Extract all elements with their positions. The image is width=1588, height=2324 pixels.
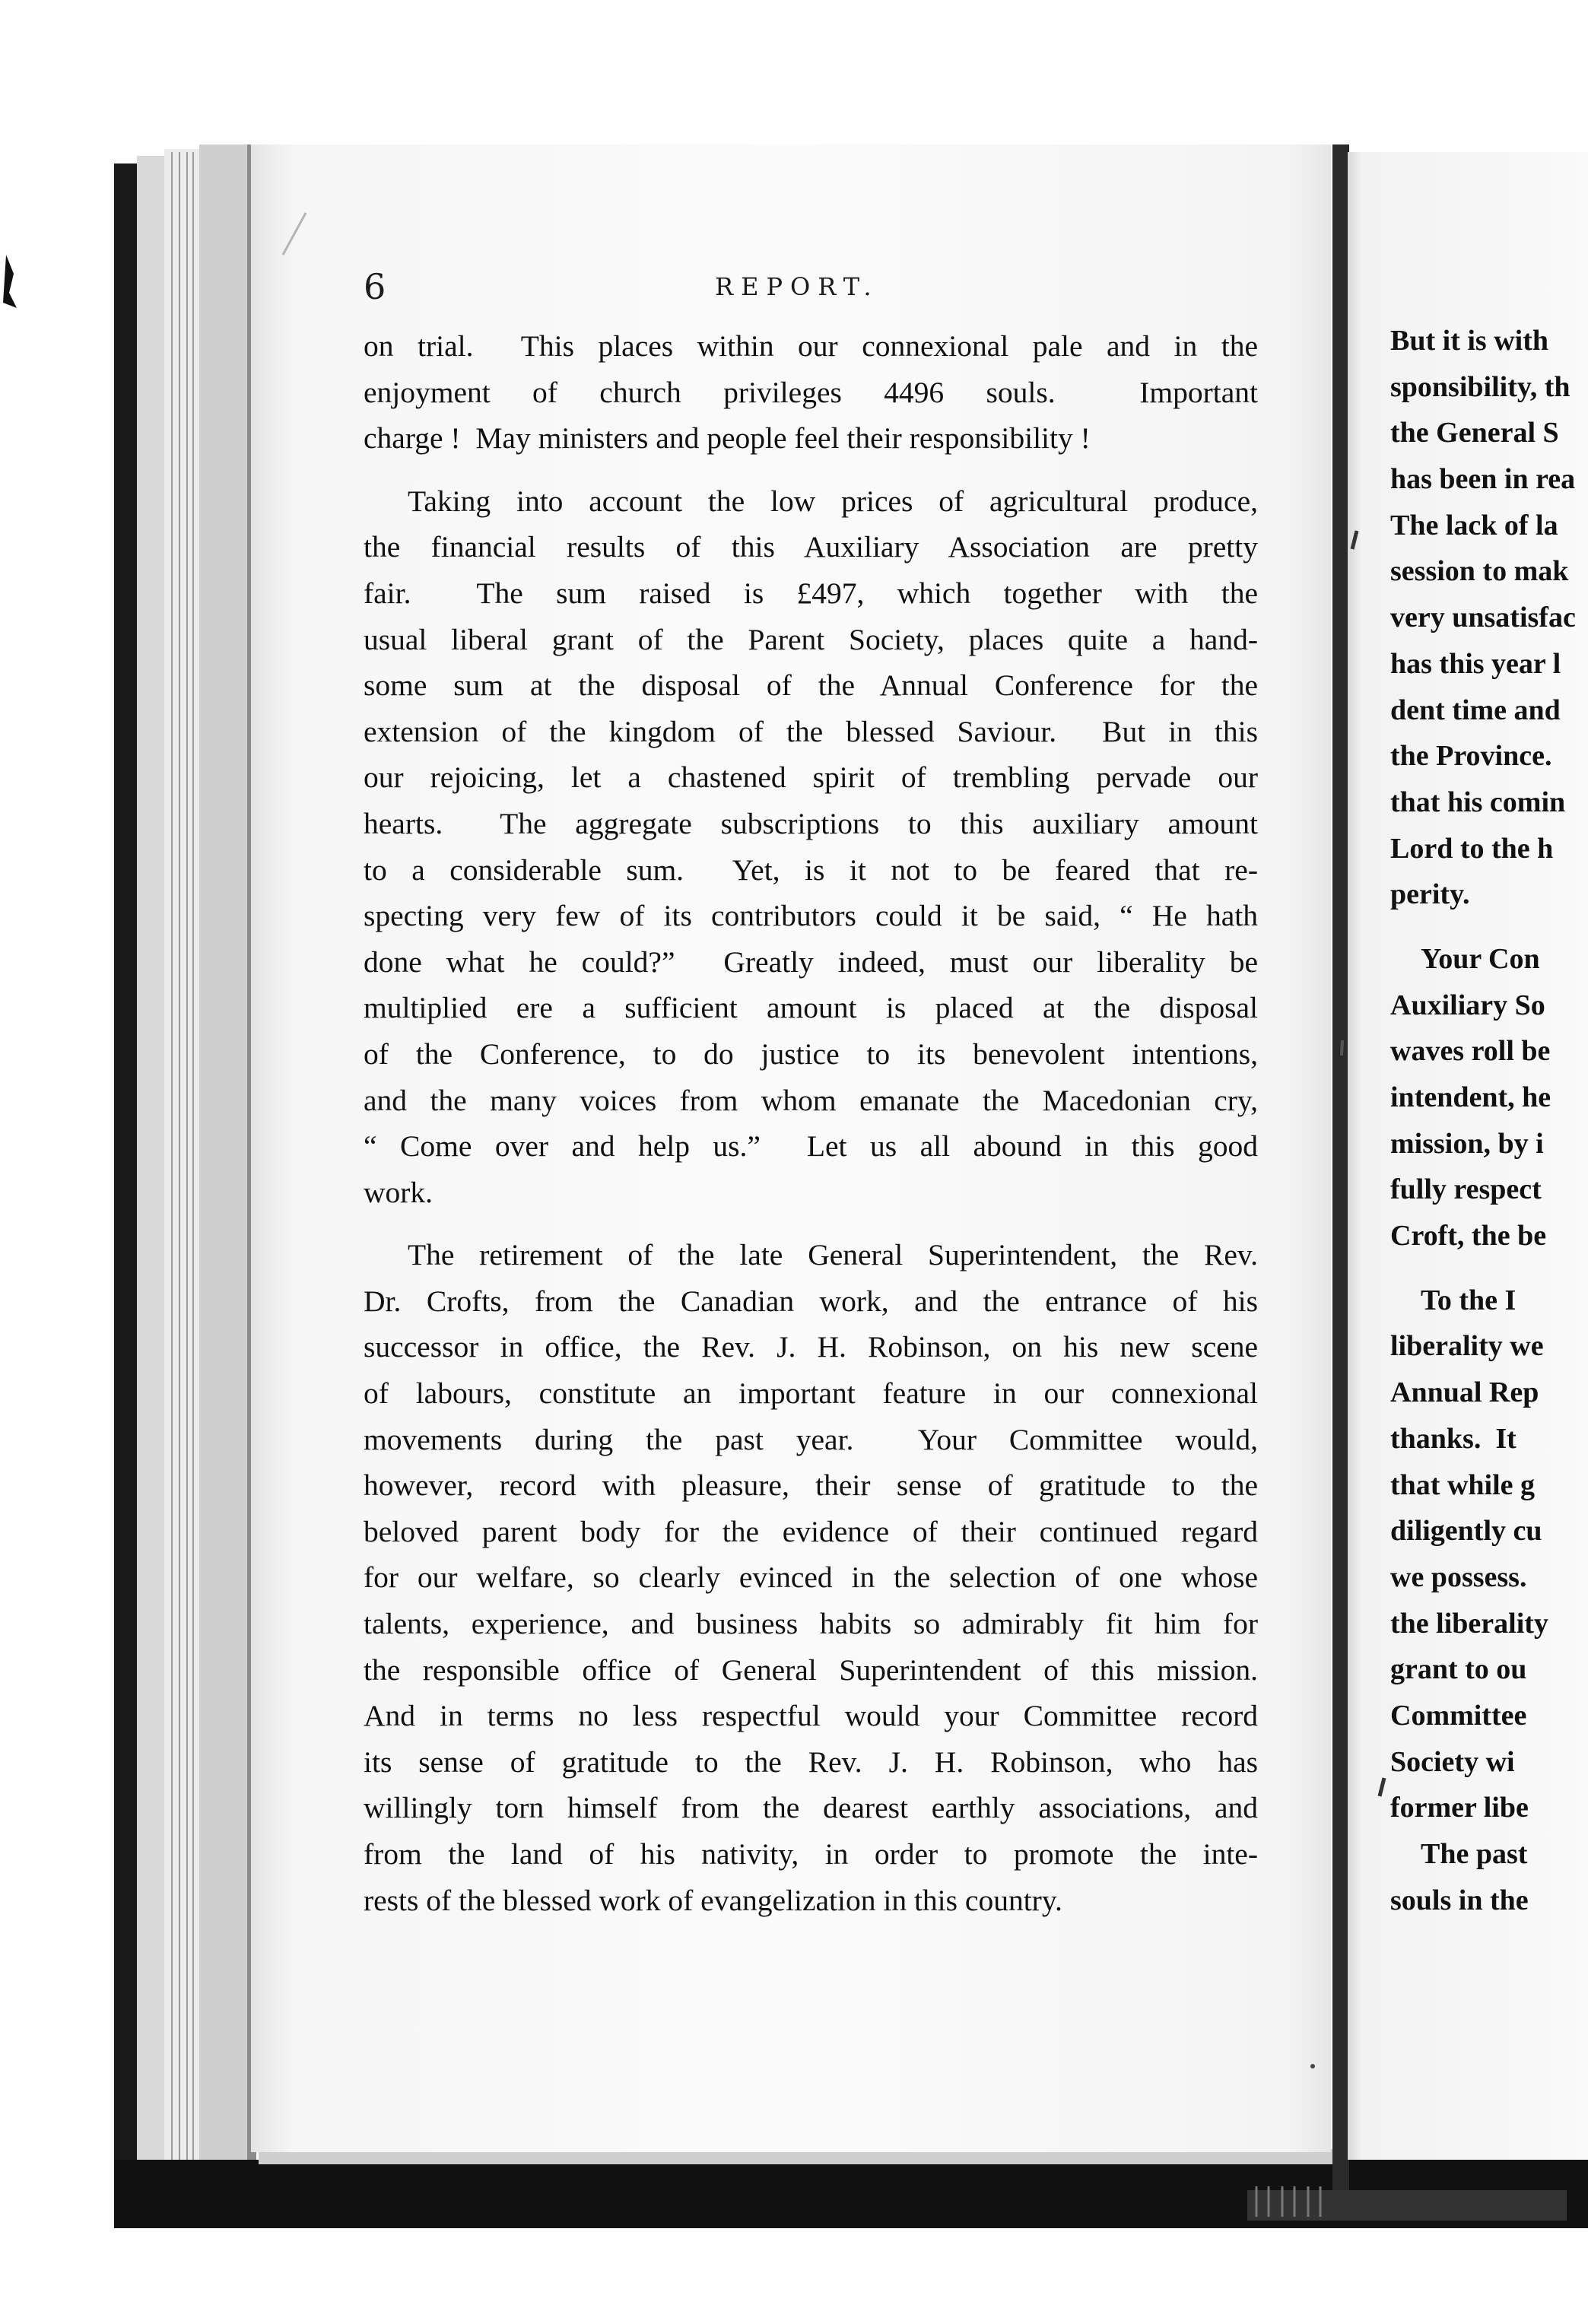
text-line: The past xyxy=(1421,1838,1528,1870)
text-line: souls in the xyxy=(1390,1884,1529,1916)
text-line: Committee xyxy=(1390,1699,1527,1732)
text-line: intendent, he xyxy=(1390,1081,1551,1113)
right-page-body-text xyxy=(1390,318,1588,1923)
text-line: very unsatisfac xyxy=(1390,602,1576,634)
margin-pencil-mark xyxy=(1352,531,1357,549)
text-line: The lack of la xyxy=(1390,509,1558,541)
text-line: however, record with pleasure, their sense of gratitude to the xyxy=(364,1468,1258,1503)
text-line: The retirement of the late General Superintendent, the Rev. xyxy=(408,1238,1258,1272)
text-line: Taking into account the low prices of agricultural produce, xyxy=(408,484,1258,518)
text-line: work. xyxy=(364,1175,434,1209)
text-line: session to mak xyxy=(1390,555,1569,588)
left-page-body-text xyxy=(364,323,1258,1923)
text-line: and the many voices from whom emanate the Macedonian cry, xyxy=(364,1083,1258,1117)
text-line: Society wi xyxy=(1390,1745,1515,1778)
text-line: our rejoicing, let a chastened spirit of trembling pervade our xyxy=(364,760,1258,795)
text-line: extension of the kingdom of the blessed Saviour. But in this xyxy=(364,714,1258,748)
text-line: specting very few of its contributors could it be said, “ He hath xyxy=(364,899,1258,933)
text-line: has this year l xyxy=(1390,647,1561,680)
page-number: 6 xyxy=(364,266,386,307)
text-line: perity. xyxy=(1390,878,1470,911)
text-line: mission, by i xyxy=(1390,1127,1544,1160)
text-line: grant to ou xyxy=(1390,1653,1527,1686)
text-line: usual liberal grant of the Parent Society, places quite a hand- xyxy=(364,622,1258,656)
text-line: waves roll be xyxy=(1390,1035,1551,1068)
text-line: its sense of gratitude to the Rev. J. H. Robinson, who has xyxy=(364,1745,1258,1779)
text-line: fair. The sum raised is £497, which together with the xyxy=(364,576,1258,610)
running-header xyxy=(364,266,1276,312)
text-line: diligently cu xyxy=(1390,1515,1542,1548)
ink-speck xyxy=(1310,2064,1315,2068)
text-line: hearts. The aggregate subscriptions to this auxiliary amount xyxy=(364,806,1258,840)
text-line: sponsibility, th xyxy=(1390,370,1571,403)
text-line: some sum at the disposal of the Annual Conference for the xyxy=(364,668,1258,703)
text-line: Your Con xyxy=(1421,942,1540,975)
text-line: And in terms no less respectful would your Committee record xyxy=(364,1699,1258,1733)
text-line: rests of the blessed work of evangelization in this country. xyxy=(364,1883,1062,1917)
text-line: Auxiliary So xyxy=(1390,989,1545,1021)
text-line: movements during the past year. Your Committee would, xyxy=(364,1422,1258,1456)
margin-pencil-mark xyxy=(1380,1778,1384,1796)
text-line: Dr. Crofts, from the Canadian work, and the entrance of his xyxy=(364,1284,1258,1318)
text-line: Croft, the be xyxy=(1390,1220,1547,1252)
margin-pencil-mark xyxy=(283,213,306,255)
text-line: former libe xyxy=(1390,1792,1529,1824)
running-title: REPORT. xyxy=(715,272,879,301)
text-line: to a considerable sum. Yet, is it not to be feared that re- xyxy=(364,852,1258,887)
text-line: has been in rea xyxy=(1390,463,1576,496)
text-line: dent time and xyxy=(1390,694,1561,726)
text-line: talents, experience, and business habits so admirably fit him for xyxy=(364,1607,1258,1641)
text-line: the liberality xyxy=(1390,1607,1548,1640)
text-line: of labours, constitute an important feature in our connexional xyxy=(364,1376,1258,1411)
text-line: we possess. xyxy=(1390,1560,1527,1593)
text-line: willingly torn himself from the dearest earthly associations, and xyxy=(364,1791,1258,1825)
text-line: beloved parent body for the evidence of their continued regard xyxy=(364,1514,1258,1548)
text-line: done what he could?” Greatly indeed, must our liberality be xyxy=(364,945,1258,979)
text-line: But it is with xyxy=(1390,325,1548,357)
text-line: that while g xyxy=(1390,1468,1535,1501)
text-line: enjoyment of church privileges 4496 souls. Important xyxy=(364,375,1258,409)
text-line: Lord to the h xyxy=(1390,832,1554,865)
text-line: for our welfare, so clearly evinced in the selection of one whose xyxy=(364,1560,1258,1595)
text-line: To the I xyxy=(1421,1284,1517,1316)
text-line: of the Conference, to do justice to its benevolent intentions, xyxy=(364,1037,1258,1071)
text-line: “ Come over and help us.” Let us all abound in this good xyxy=(364,1129,1258,1164)
text-line: the financial results of this Auxiliary Association are pretty xyxy=(364,530,1258,564)
text-line: the Province. xyxy=(1390,740,1552,773)
text-line: that his comin xyxy=(1390,786,1566,818)
text-line: from the land of his nativity, in order to promote the inte- xyxy=(364,1837,1258,1871)
text-line: the General S xyxy=(1390,417,1559,449)
text-line: successor in office, the Rev. J. H. Robinson, on his new scene xyxy=(364,1330,1258,1364)
text-line: fully respect xyxy=(1390,1173,1542,1206)
text-line: the responsible office of General Superintendent of this mission. xyxy=(364,1653,1258,1687)
text-line: Annual Rep xyxy=(1390,1376,1539,1409)
text-line: on trial. This places within our connexional pale and in the xyxy=(364,329,1258,363)
text-line: multiplied ere a sufficient amount is placed at the disposal xyxy=(364,991,1258,1025)
text-line: liberality we xyxy=(1390,1330,1544,1363)
text-line: thanks. It xyxy=(1390,1422,1517,1455)
text-line: charge ! May ministers and people feel their responsibility ! xyxy=(364,421,1091,456)
